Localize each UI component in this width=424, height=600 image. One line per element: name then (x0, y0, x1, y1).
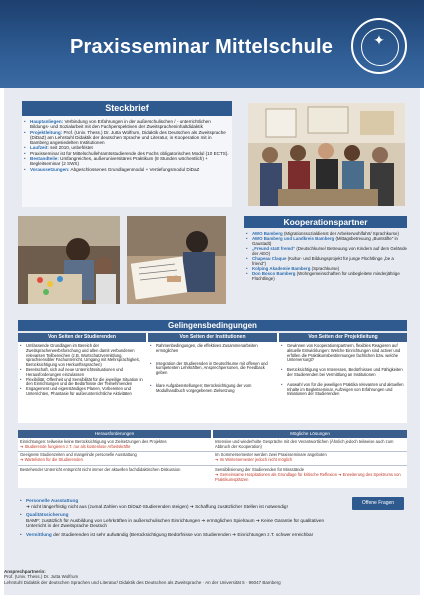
kooperation-item: • Don Bosco Bamberg (Wohngemeinschaften für unbegleitete minderjährige Flüchtlinge) (246, 271, 407, 281)
gelingen-item: • Berücksichtigung von Interessen, Bedürfnissen und Fähigkeiten der Studierenden bei Vermittlung an Institutionen (281, 368, 405, 378)
contact-label: Ansprechpartnerin: (4, 569, 46, 574)
writing-photo (127, 216, 226, 304)
steckbrief-item: • Bestandteile: Umfangreiches, außeruniversitäres Praktikum (8 Stunden wöchentlich) + Begleitseminar (2 SWS) (24, 156, 230, 167)
solution-cell: Im Sommersemester werden zwei Praxisseminare angeboten ➔ Im Wintersemester jedoch nicht möglich (215, 452, 327, 462)
children-photo (18, 216, 120, 304)
gelingen-table (18, 333, 407, 423)
solution-cell: Sensibilisierung der Studierenden für Missstände ➔ Gemeinsame Hospitationen als Grundlage für kritische Reflexion ➔ Erweiterung des Spektrums von Praktikumsplätzen (215, 467, 401, 482)
kooperation-item: • „Freund statt fremd“ (Deutschkurse/ Betreuung von Kindern auf dem Gelände der AEO) (246, 246, 407, 256)
challenges-header: Herausforderungen (18, 430, 211, 438)
gelingen-column-header: Von Seiten der Studierenden (18, 333, 146, 342)
contact-name: Prof. (Univ. Thess.) Dr. Jutta Wolfrum (4, 574, 79, 580)
open-question-item: • Personelle Ausstattung ➔ nicht längerfristig nicht aus (zumal Zahlen von DiDaZ-Studierenden steigen) ➔ Schaffung zusätzlicher Stellen ist notwendig! (20, 498, 342, 509)
challenge-cell: Geeignete Studienzeiten und mangelnde personelle Ausstattung ➔ Wartelisten für die Studierenden (20, 452, 137, 462)
solutions-header: Mögliche Lösungen (213, 430, 407, 438)
steckbrief-item: • Praxisseminar ist für Mittelschullehramtsstudierende des Fachs obligatorisches Modul (10 ECTS). (24, 151, 230, 156)
kooperation-item: • AWO Bamberg (Migrationssozialdienst der Arbeiterwohlfahrt/ Sprachkurse) (246, 231, 407, 236)
footer (4, 569, 420, 585)
challenge-cell: Bestehender Unterricht entspricht nicht immer der aktuellen fachdidaktischen Diskussion (20, 467, 181, 472)
gelingen-column (20, 344, 144, 397)
kooperation-list (246, 231, 407, 281)
challenge-cell: Einrichtungen: teilweise keine Berücksichtigung von Zielsetzungen des Projektes ➔ Studierende fungieren z.T. nur als kostenlose Arbeitskräfte (20, 439, 167, 449)
steckbrief-item: • Laufzeit: seit 2010, unbefristet (24, 145, 230, 150)
open-questions-button[interactable]: Offene Fragen (352, 497, 404, 510)
gelingen-column-header: Von Seiten der Projektleitung (279, 333, 407, 342)
steckbrief-item: • Hauptanliegen: Verbindung von Erfahrungen in der außerschulischen / - unterrichtlichen Bildungs- und Sozialarbeit mit den Fachperspektiven der Zweitspracheninhaltdidaktik (24, 119, 230, 130)
row-divider (18, 465, 407, 466)
solution-cell: Intensive und wiederholte Gespräche mit den Verantwortlichen (Ähnlich jedoch teilweise auch zum Abbruch der Kooperation) (215, 439, 394, 449)
steckbrief-heading: Steckbrief (22, 101, 232, 116)
kooperation-item: • Chapeau Claque (Kultur- und Bildungsprojekt für junge Flüchtlinge „be a friend“) (246, 256, 407, 266)
gelingen-item: • Bereitschaft, sich auf neue Unterrichtssituationen und Herausforderungen einzulassen (20, 368, 144, 378)
gelingen-item: • Rahmenbedingungen, die effektives Zusammenarbeiten ermöglichen (150, 344, 275, 354)
gelingen-item: • klare Aufgabenstellungen; Berücksichtigung der vom Modulhandbuch vorgegebenen Zielsetzung (150, 384, 275, 394)
kooperation-heading: Kooperationspartner (244, 216, 407, 228)
open-question-item: • Qualitätssicherung BAMF: zusätzlich für Ausbildung von Lehrkräften in außerschulischen Einrichtungen ➔ ermöglichen Spielraum ➔ Keine Garantie für qualitativen Unterricht in der Zweitsprache Deutsch (20, 512, 342, 529)
steckbrief-item: • Voraussetzungen: Abgeschlossenes Grundlagenmodul + Vertiefungsmodul DiDaZ (24, 167, 230, 172)
challenges-table (18, 430, 407, 488)
gelingen-column-header: Von Seiten der Institutionen (148, 333, 277, 342)
group-photo (248, 103, 405, 206)
gelingen-item: • Gewinnen von Kooperationspartnern, flexibles Reagieren auf aktuelle Entwicklungen: Welche Einrichtungen sind active/ und erfüllen die Praktikumsbestimmungen fachlichen bzw. welche Unterversorgt? (281, 344, 405, 363)
contact-address: Lehrstuhl Didaktik der deutschen Sprachen und Literatur/ Didaktik des Deutschen als Zweitsprache · An der Universität 5 · 96047 Bamberg (4, 579, 281, 585)
gelingen-item: • Flexibilität, Offenheit und Sensibilität für die jeweilige Situation in den Einrichtungen und die Bedürfnisse der Teilnehmenden (20, 378, 144, 388)
gelingen-item: • Integration der Studierenden in Deutschkurse mit offenen und kompetenten Lehrkräften, Ansprechpersonen, die Feedback geben (150, 362, 275, 376)
steckbrief-list (24, 119, 230, 172)
gelingen-column (150, 344, 275, 394)
gelingen-heading: Gelingensbedingungen (18, 320, 407, 331)
gelingen-item: • Umfassende Grundlagen im Bereich der Zweitspracherwerbsforschung und allen damit verbundenen relevanten Teilbereichen (z.B. Wortschatzvermittlung, sprachsensibler Fachunterricht, Umgang mit Mehrsprachigkeit, Berücksichtigung von Herkunftssprachen) (20, 344, 144, 368)
kooperation-item: • Kolping Akademie Bamberg (Sprachkurse) (246, 266, 407, 271)
kooperation-item: • AWO Bamberg und Landkreis Bamberg (Mittagsbetreuung „Buntstifte“ in Gaustadt) (246, 236, 407, 246)
open-question-item: • Vermittlung der Studierenden ist sehr aufwändig (Berücksichtigung Bedürfnisse von Studierenden ➔ Einrichtungen z.T. schwer erreichbar (20, 532, 342, 538)
gelingen-item: • Auswahl von für die jeweiligen Praktika relevanten und aktuellen Inhalte im Begleitseminar, Aufzeigen von Erfahrungen und Initiationen der Studierenden (281, 383, 405, 397)
gelingen-column (281, 344, 405, 397)
page-title: Praxisseminar Mittelschule (70, 36, 334, 58)
gelingen-item: • Engagement und eigenständiges Planen, Vorbereiten und Unterrichten, Phantasie für außerunterrichtliche Aktivitäten (20, 387, 144, 397)
open-questions-list (20, 498, 342, 541)
university-seal-logo: ✦ (351, 18, 407, 74)
steckbrief-item: • Projektleitung: Prof. (Univ. Thess.) Dr. Jutta Wolfrum, Didaktik des Deutschen als Zweitsprache (DiDaZ) am Lehrstuhl Didaktik der deutschen Sprache und Literatur, in Kooperation mit in Bamberg angesiedelten Institutionen (24, 130, 230, 146)
